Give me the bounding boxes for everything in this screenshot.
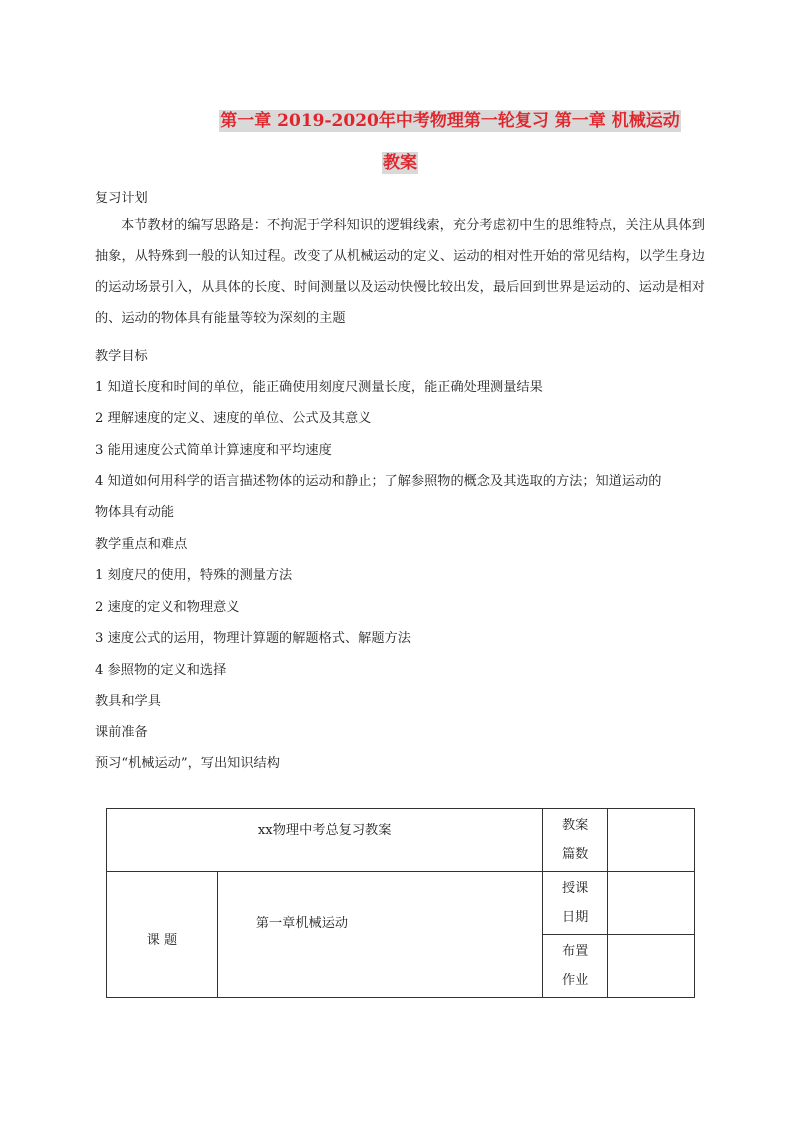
topic-value: 第一章机械运动: [217, 872, 542, 998]
plan-heading: 复习计划: [95, 191, 148, 206]
table-header-cell: [107, 809, 543, 872]
date-value: [608, 872, 695, 935]
document-title-line1: 第一章 2019-2020年中考物理第一轮复习 第一章 机械运动: [220, 111, 680, 131]
goals-heading: 教学目标: [95, 349, 148, 364]
homework-value: [608, 935, 695, 998]
lesson-info-table: [106, 808, 695, 998]
goal-item-2: 2 理解速度的定义、速度的单位、公式及其意义: [95, 411, 372, 426]
key-point-3: 3 速度公式的运用，物理计算题的解题格式、解题方法: [95, 631, 411, 646]
date-label: 授课 日期: [543, 872, 608, 935]
key-point-2: 2 速度的定义和物理意义: [95, 600, 240, 615]
key-points-heading: 教学重点和难点: [95, 537, 188, 552]
prep-heading: 课前准备: [95, 725, 148, 740]
goal-item-4b: 物体具有动能: [95, 505, 175, 520]
key-point-4: 4 参照物的定义和选择: [95, 663, 227, 678]
tools-heading: 教具和学具: [95, 694, 161, 709]
table-header: xx物理中考总复习教案: [257, 823, 392, 838]
goal-item-4a: 4 知道如何用科学的语言描述物体的运动和静止；了解参照物的概念及其选取的方法；知道运动的: [95, 474, 662, 489]
goal-item-1: 1 知道长度和时间的单位，能正确使用刻度尺测量长度，能正确处理测量结果: [95, 380, 543, 395]
goal-item-3: 3 能用速度公式简单计算速度和平均速度: [95, 443, 332, 458]
topic-label: 课 题: [107, 872, 218, 998]
count-label: 教案 篇数: [543, 809, 608, 872]
count-value: [608, 809, 695, 872]
key-point-1: 1 刻度尺的使用，特殊的测量方法: [95, 568, 293, 583]
plan-paragraph: 本节教材的编写思路是：不拘泥于学科知识的逻辑线索，充分考虑初中生的思维特点，关注从具体到抽象，从特殊到一般的认知过程。改变了从机械运动的定义、运动的相对性开始的常见结构，以学生身边的运动场景引入，从具体的长度、时间测量以及运动快慢比较出发，最后回到世界是运动的、运动是相对的、运动的物体具有能量等较为深刻的主题: [95, 218, 705, 326]
prep-text: 预习“机械运动”，写出知识结构: [95, 756, 280, 771]
homework-label: 布置 作业: [543, 935, 608, 998]
document-title-line2: 教案: [383, 153, 417, 173]
